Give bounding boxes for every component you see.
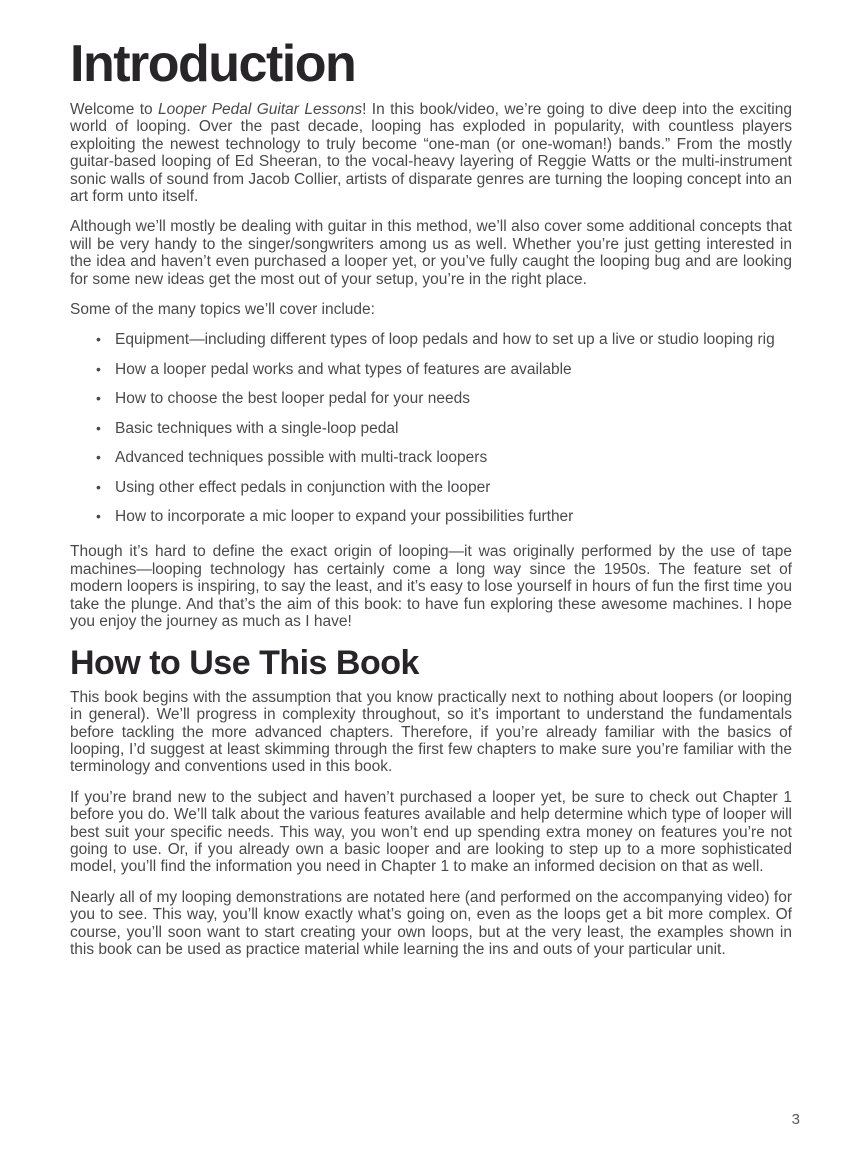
- chapter-title: Introduction: [70, 35, 356, 93]
- topic-list-item: [70, 420, 792, 437]
- intro-paragraph-1-post: ! In this book/video, we’re going to dive deep into the exciting world of looping. Over the past decade, looping has exploded in popularity, with countless players exploiting the newest technology to truly become “one-man (or one-woman!) bands.” From the mostly guitar-based looping of Ed Sheeran, to the vocal-heavy layering of Reggie Watts or the multi-instrument sonic walls of sound from Jacob Collier, artists of disparate genres are turning the looping concept into an art form unto itself.: [70, 101, 793, 206]
- topics-lead-in: Some of the many topics we’ll cover include:: [70, 301, 375, 319]
- topic-list-item-text: How a looper pedal works and what types of features are available: [115, 360, 572, 378]
- topic-list-item-text: How to incorporate a mic looper to expand your possibilities further: [115, 507, 574, 525]
- topic-list-item: [70, 390, 792, 407]
- topic-list-item-text: Basic techniques with a single-loop pedal: [115, 419, 399, 437]
- intro-paragraph-2: Although we’ll mostly be dealing with guitar in this method, we’ll also cover some additional concepts that will be very handy to the singer/songwriters among us as well. Whether you’re just getting interested in the idea and haven’t even purchased a looper yet, or you’ve fully caught the looping bug and are looking for some new ideas get the most out of your setup, you’re in the right place.: [70, 218, 792, 288]
- how-to-paragraph-1: This book begins with the assumption that you know practically next to nothing about loopers (or looping in general). We’ll progress in complexity throughout, so it’s important to understand the fundamentals before tackling the more advanced chapters. Therefore, if you’re already familiar with the basics of looping, I’d suggest at least skimming through the first few chapters to make sure you’re familiar with the terminology and conventions used in this book.: [70, 688, 792, 776]
- topic-list-item-text: How to choose the best looper pedal for your needs: [115, 390, 471, 408]
- intro-paragraph-1-pre: Welcome to: [70, 101, 159, 118]
- topic-list: [70, 331, 792, 525]
- topic-list-item: [70, 361, 792, 378]
- topic-list-item: [70, 331, 792, 348]
- intro-paragraph-3: Though it’s hard to define the exact origin of looping—it was originally performed by the use of tape machines—looping technology has certainly come a long way since the 1950s. The feature set of modern loopers is inspiring, to say the least, and it’s easy to lose yourself in hours of fun the first time you take the plunge. And that’s the aim of this book: to have fun exploring these awesome machines. I hope you enjoy the journey as much as I have!: [70, 543, 792, 630]
- topic-list-item-text: Advanced techniques possible with multi-track loopers: [115, 449, 488, 467]
- how-to-paragraph-3: Nearly all of my looping demonstrations are notated here (and performed on the accompanying video) for you to see. This way, you’ll know exactly what’s going on, even as the loops get a bit more complex. Of course, you’ll soon want to start creating your own loops, but at the very least, the examples shown in this book can be used as practice material while learning the ins and outs of your particular unit.: [70, 888, 792, 959]
- topic-list-item: [70, 479, 792, 496]
- intro-paragraph-1: [70, 101, 792, 205]
- book-series-title: Looper Pedal Guitar Lessons: [158, 101, 363, 118]
- topic-list-item: [70, 449, 792, 466]
- topic-list-item: [70, 508, 792, 525]
- page-number: 3: [791, 1111, 800, 1128]
- section-title-how-to-use: How to Use This Book: [70, 644, 419, 683]
- topic-list-item-text: Using other effect pedals in conjunction with the looper: [115, 478, 491, 496]
- topic-list-item-text: Equipment—including different types of loop pedals and how to set up a live or studio looping rig: [115, 331, 775, 349]
- how-to-paragraph-2: If you’re brand new to the subject and haven’t purchased a looper yet, be sure to check out Chapter 1 before you do. We’ll talk about the various features available and help determine which type of looper will best suit your specific needs. This way, you won’t end up spending extra money on features you’re not going to use. Or, if you already own a basic looper and are looking to step up to a more sophisticated model, you’ll find the information you need in Chapter 1 to make an informed decision on that as well.: [70, 788, 792, 876]
